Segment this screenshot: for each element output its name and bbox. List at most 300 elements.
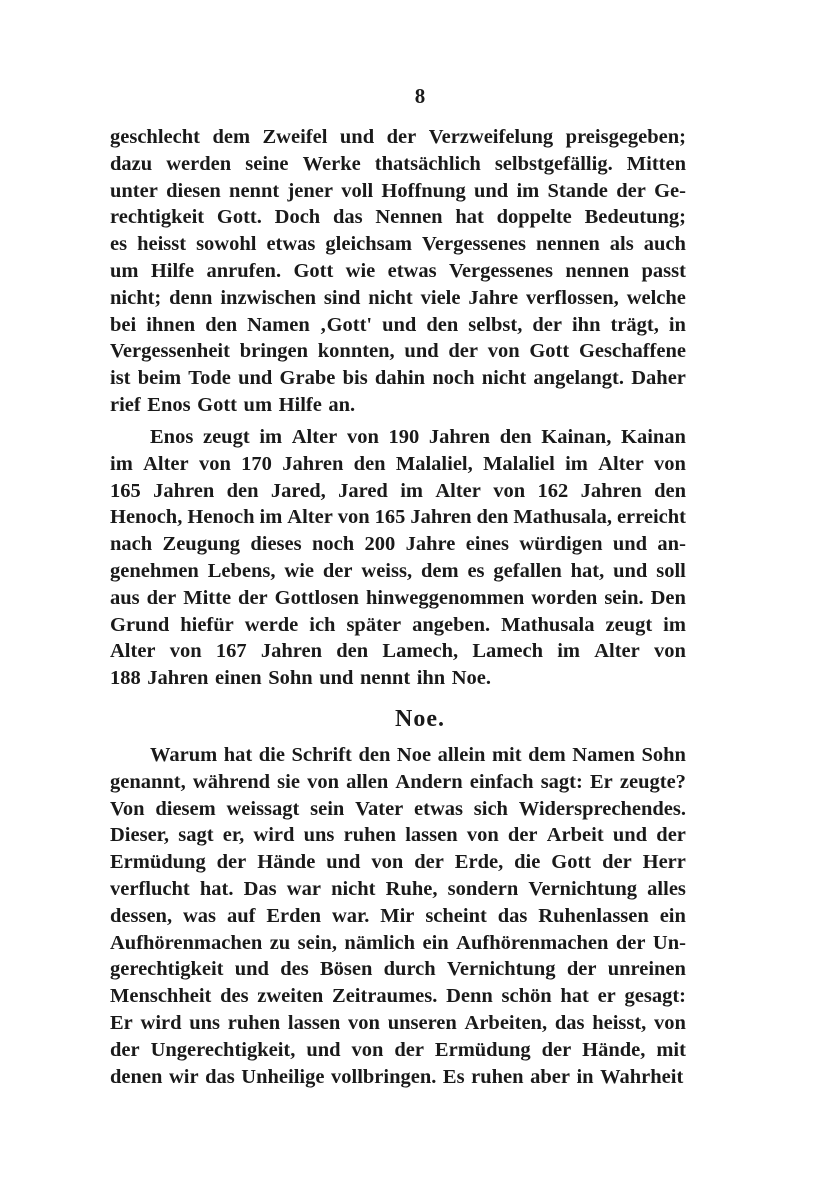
- word: seine: [245, 152, 289, 175]
- word: was: [183, 904, 217, 927]
- word: des: [220, 985, 249, 1008]
- word: der: [322, 559, 353, 582]
- text-line: [110, 258, 686, 285]
- word: das: [497, 904, 528, 927]
- word: von: [198, 452, 231, 475]
- word: gesagt:: [624, 985, 686, 1008]
- word: Vernichtung: [446, 958, 556, 981]
- word: er: [597, 985, 616, 1008]
- word: im: [557, 640, 580, 663]
- word: in: [576, 1065, 594, 1088]
- text-line: [110, 769, 686, 796]
- word: von: [346, 426, 379, 448]
- word: sowohl: [196, 233, 257, 256]
- text-line: [110, 585, 686, 612]
- word: hat,: [570, 559, 605, 582]
- word: dem: [528, 744, 566, 766]
- text-line: [110, 178, 686, 205]
- word: heisst,: [592, 1011, 647, 1034]
- word: Von: [110, 797, 145, 820]
- word: an-: [657, 533, 686, 556]
- word: als: [609, 233, 634, 256]
- word: nicht: [368, 286, 413, 309]
- word: rechtigkeit: [110, 206, 205, 229]
- word: Bedeutung;: [584, 206, 686, 229]
- word: dieses: [250, 533, 302, 556]
- word: er,: [222, 824, 245, 847]
- word: Gott: [551, 851, 592, 874]
- word: Gottlosen: [274, 586, 359, 609]
- word: Ermüdung: [110, 851, 206, 874]
- word: der: [616, 179, 646, 202]
- word: Sohn: [641, 744, 686, 766]
- word: Henoch: [187, 506, 255, 529]
- word: Vergessenes: [421, 233, 526, 256]
- text-line: [110, 338, 686, 365]
- text-line: [110, 849, 686, 876]
- word: Doch: [274, 206, 321, 229]
- word: Hände: [257, 851, 316, 874]
- word: im: [400, 479, 423, 502]
- word: aber: [530, 1065, 570, 1088]
- word: und: [474, 179, 509, 202]
- word: den: [336, 640, 369, 663]
- word: gefallen: [493, 559, 562, 582]
- word: ‚Gott': [319, 313, 373, 336]
- word: im: [565, 452, 588, 475]
- text-line: [110, 1010, 686, 1037]
- word: Herr: [642, 851, 686, 874]
- word: lassen: [287, 1011, 341, 1034]
- text-line: [110, 903, 686, 930]
- word: sein,: [297, 931, 337, 954]
- word: einfach: [469, 770, 534, 793]
- word: und: [319, 667, 354, 690]
- word: durch: [383, 958, 436, 981]
- word: Erde,: [454, 851, 504, 874]
- word: Alter: [598, 452, 644, 475]
- word: Namen: [247, 313, 310, 336]
- word: angeben.: [412, 613, 491, 636]
- word: der: [541, 1038, 572, 1061]
- word: wird: [140, 1011, 182, 1034]
- word: Alter: [143, 452, 189, 475]
- word: sich: [473, 797, 508, 820]
- text-line: [110, 876, 686, 903]
- word: ein: [659, 904, 686, 927]
- word: verflucht: [110, 877, 190, 900]
- word: der: [602, 851, 632, 874]
- word: uns: [303, 824, 335, 847]
- word: Daher: [631, 367, 686, 390]
- word: Dieser,: [110, 824, 170, 847]
- word: nennt: [360, 667, 411, 690]
- word: Er: [589, 770, 613, 793]
- word: sind: [323, 286, 361, 309]
- word: Ermüdung: [434, 1038, 531, 1061]
- word: Ungerechtigkeit,: [150, 1038, 296, 1061]
- word: verflossen,: [525, 286, 619, 309]
- text-line: [110, 956, 686, 983]
- word: den: [654, 479, 686, 502]
- word: und: [404, 340, 439, 363]
- word: der: [238, 586, 268, 609]
- word: von: [351, 1038, 384, 1061]
- word: und: [238, 367, 273, 390]
- word: ruhen: [227, 1011, 281, 1034]
- word: und: [612, 824, 648, 847]
- word: hat: [560, 985, 589, 1008]
- word: gleichsam: [325, 233, 412, 256]
- word: beim: [137, 367, 182, 390]
- word: sagt:: [540, 770, 583, 793]
- word: der: [110, 1038, 140, 1061]
- word: von: [466, 824, 499, 847]
- word: im: [259, 426, 283, 448]
- word: und: [382, 313, 417, 336]
- section-heading: Noe.: [395, 706, 445, 732]
- word: zeugt: [605, 613, 653, 636]
- word: das: [205, 1065, 235, 1088]
- word: Gott: [293, 259, 334, 282]
- word: Bösen: [319, 958, 373, 981]
- word: im: [516, 179, 540, 202]
- word: nennen: [535, 233, 600, 256]
- word: Jahren: [580, 479, 642, 502]
- word: schön: [501, 985, 552, 1008]
- word: 165: [110, 479, 141, 502]
- word: alles: [647, 877, 686, 900]
- word: doppelte: [496, 206, 572, 229]
- word: Mathusala,: [513, 506, 612, 529]
- word: Vernichtung: [528, 877, 638, 900]
- word: mit: [656, 1038, 686, 1061]
- word: von: [654, 452, 686, 475]
- word: und: [326, 851, 361, 874]
- word: Denn: [446, 985, 493, 1008]
- word: Es: [442, 1065, 465, 1088]
- word: dessen,: [110, 904, 173, 927]
- word: der: [656, 824, 686, 847]
- word: Aufhörenmachen: [456, 931, 609, 954]
- word: war: [286, 877, 321, 900]
- word: Geschaffene: [578, 340, 686, 363]
- word: ihnen: [146, 313, 196, 336]
- word: unter: [110, 179, 158, 202]
- word: uns: [189, 1011, 221, 1034]
- word: ihn: [416, 667, 446, 690]
- word: dazu: [110, 152, 153, 175]
- word: noch: [432, 367, 475, 390]
- word: Gott.: [216, 206, 262, 229]
- word: die: [514, 851, 541, 874]
- word: wird: [253, 824, 295, 847]
- word: bis: [342, 367, 368, 390]
- word: von: [307, 770, 339, 793]
- word: wir: [168, 1065, 199, 1088]
- word: dem: [420, 559, 459, 582]
- text-line: [110, 638, 686, 665]
- word: voll: [341, 179, 374, 202]
- word: im: [259, 506, 283, 529]
- text-line: [110, 796, 686, 823]
- word: Jared,: [270, 479, 326, 502]
- word: von: [169, 640, 202, 663]
- word: um: [110, 259, 139, 282]
- word: etwas: [414, 797, 464, 820]
- text-line: [110, 392, 686, 419]
- word: Menschheit: [110, 985, 212, 1008]
- word: Hände,: [582, 1038, 646, 1061]
- word: den: [226, 479, 259, 502]
- word: Aufhörenmachen: [110, 931, 263, 954]
- word: 162: [537, 479, 569, 502]
- paragraph-2: [110, 424, 686, 692]
- word: Das: [243, 877, 277, 900]
- word: 188: [110, 667, 141, 690]
- word: rief: [110, 393, 141, 416]
- word: später: [346, 613, 402, 636]
- word: werde: [244, 613, 299, 636]
- text-line: [110, 612, 686, 639]
- word: geschlecht: [110, 126, 200, 148]
- word: Jahren: [428, 426, 491, 448]
- word: zu: [269, 931, 291, 954]
- word: und: [612, 533, 648, 556]
- word: in: [668, 313, 686, 336]
- word: der: [386, 126, 417, 148]
- word: Andern: [395, 770, 463, 793]
- word: nicht;: [110, 286, 162, 309]
- word: Un-: [652, 931, 686, 954]
- text-line: [110, 1064, 686, 1091]
- word: von: [348, 1011, 380, 1034]
- text-line: [110, 983, 686, 1010]
- text-line: [110, 531, 686, 558]
- word: Zeugung: [162, 533, 240, 556]
- word: bringen: [239, 340, 309, 363]
- text-line: [110, 424, 686, 451]
- word: Arbeit: [546, 824, 604, 847]
- word: Alter: [291, 426, 338, 448]
- word: von: [487, 340, 520, 363]
- word: Jahren: [147, 667, 209, 690]
- word: der: [414, 851, 444, 874]
- word: passt: [641, 259, 686, 282]
- word: Vergessenes: [448, 259, 553, 282]
- word: scheint: [425, 904, 487, 927]
- word: Jahren: [153, 479, 215, 502]
- text-line: [110, 478, 686, 505]
- word: nennen: [565, 259, 630, 282]
- word: genehmen: [110, 559, 199, 582]
- word: der: [394, 1038, 424, 1061]
- word: thatsächlich: [374, 152, 481, 175]
- word: Enos: [150, 426, 194, 448]
- word: Werke: [302, 152, 361, 175]
- word: Jahren: [282, 452, 344, 475]
- word: das: [332, 206, 363, 229]
- word: den: [358, 744, 391, 766]
- word: nach: [110, 533, 153, 556]
- word: ruhen: [471, 1065, 524, 1088]
- word: werden: [166, 152, 232, 175]
- word: unseren: [387, 1011, 457, 1034]
- word: Jared: [338, 479, 388, 502]
- word: Wahrheit: [600, 1065, 684, 1088]
- page-number: 8: [414, 84, 426, 108]
- word: preisgegeben;: [565, 126, 686, 148]
- text-line: [110, 231, 686, 258]
- word: Ge-: [654, 179, 686, 202]
- word: inzwischen: [220, 286, 317, 309]
- word: Unheilige: [241, 1065, 325, 1088]
- word: genannt,: [110, 770, 186, 793]
- word: soll: [656, 559, 686, 582]
- word: Lebens,: [207, 559, 276, 582]
- word: Verzweifelung: [428, 126, 554, 148]
- word: der: [615, 931, 646, 954]
- word: des: [280, 958, 309, 981]
- word: heisst: [137, 233, 187, 256]
- word: weiss,: [361, 559, 413, 582]
- word: Jahren: [410, 506, 472, 529]
- word: wie: [345, 259, 376, 282]
- word: Lamech,: [382, 640, 459, 663]
- paragraph-3: [110, 742, 686, 1090]
- word: den: [426, 313, 459, 336]
- word: angelangt.: [533, 367, 624, 390]
- word: ihn: [571, 313, 601, 336]
- word: ich: [309, 613, 336, 636]
- word: würdigen: [519, 533, 603, 556]
- word: Widersprechendes.: [518, 797, 686, 820]
- word: zweiten: [257, 985, 324, 1008]
- word: und: [613, 559, 648, 582]
- word: der: [448, 340, 478, 363]
- word: den: [499, 426, 532, 448]
- text-line: [110, 365, 686, 392]
- text-line: [110, 930, 686, 957]
- word: hat.: [199, 877, 234, 900]
- paragraph-1: [110, 124, 686, 419]
- word: allen: [346, 770, 389, 793]
- word: ruhen: [343, 824, 396, 847]
- word: Gott: [197, 393, 237, 416]
- word: Zweifel: [262, 126, 328, 148]
- word: Den: [650, 586, 686, 609]
- word: von: [654, 640, 686, 663]
- word: Stande: [547, 179, 608, 202]
- word: Sohn: [268, 667, 313, 690]
- text-line: [110, 285, 686, 312]
- word: Mathusala: [501, 613, 595, 636]
- word: diesem: [155, 797, 216, 820]
- word: Malaliel,: [395, 452, 473, 475]
- word: der: [566, 958, 597, 981]
- word: jener: [287, 179, 333, 202]
- word: Zeitraumes.: [332, 985, 438, 1008]
- word: unreinen: [607, 958, 686, 981]
- word: selbst,: [468, 313, 523, 336]
- word: nämlich: [344, 931, 416, 954]
- word: an.: [328, 393, 356, 416]
- word: von: [493, 479, 526, 502]
- word: 165: [374, 506, 406, 529]
- text-line: [110, 558, 686, 585]
- word: Henoch,: [110, 506, 183, 529]
- word: Erden: [266, 904, 322, 927]
- word: gerechtigkeit: [110, 958, 224, 981]
- word: und: [339, 126, 375, 148]
- word: ist: [110, 367, 131, 390]
- word: Jahren: [260, 640, 323, 663]
- word: Hilfe: [150, 259, 195, 282]
- word: Alter: [594, 640, 640, 663]
- text-line: [110, 504, 686, 531]
- word: Hilfe: [278, 393, 322, 416]
- text-line: [110, 204, 686, 231]
- word: von: [371, 851, 404, 874]
- word: ein: [422, 931, 449, 954]
- word: wie: [284, 559, 314, 582]
- word: weissagt: [226, 797, 300, 820]
- word: hinweggenommen: [365, 586, 525, 609]
- word: Ruhe,: [385, 877, 438, 900]
- word: etwas: [266, 233, 316, 256]
- word: zeugt: [202, 426, 250, 448]
- word: den: [205, 313, 238, 336]
- word: Namen: [572, 744, 635, 766]
- word: Vergessenheit: [110, 340, 230, 363]
- word: Nennen: [375, 206, 443, 229]
- word: aus: [110, 586, 140, 609]
- word: sie: [277, 770, 300, 793]
- word: der: [146, 586, 177, 609]
- word: mit: [491, 744, 522, 766]
- word: den: [353, 452, 386, 475]
- text-line: [110, 822, 686, 849]
- word: Jahre: [405, 533, 456, 556]
- word: bei: [110, 313, 137, 336]
- word: etwas: [387, 259, 437, 282]
- word: Lamech: [472, 640, 543, 663]
- word: Jahre: [468, 286, 519, 309]
- word: Enos: [147, 393, 191, 416]
- text-line: [110, 451, 686, 478]
- word: welche: [626, 286, 686, 309]
- word: 200: [364, 533, 396, 556]
- word: und: [234, 958, 269, 981]
- word: den: [476, 506, 509, 529]
- word: nicht: [481, 367, 527, 390]
- word: Gott: [529, 340, 570, 363]
- word: der: [507, 824, 538, 847]
- word: während: [192, 770, 270, 793]
- text-line: [110, 1037, 686, 1064]
- word: 170: [241, 452, 272, 475]
- word: Grund: [110, 613, 170, 636]
- word: Warum: [150, 744, 218, 766]
- word: im: [110, 452, 133, 475]
- word: 167: [215, 640, 247, 663]
- word: Noe: [396, 744, 432, 766]
- word: auch: [643, 233, 686, 256]
- word: Vater: [355, 797, 404, 820]
- word: eines: [465, 533, 509, 556]
- word: Kainan: [621, 426, 686, 448]
- word: Grabe: [279, 367, 336, 390]
